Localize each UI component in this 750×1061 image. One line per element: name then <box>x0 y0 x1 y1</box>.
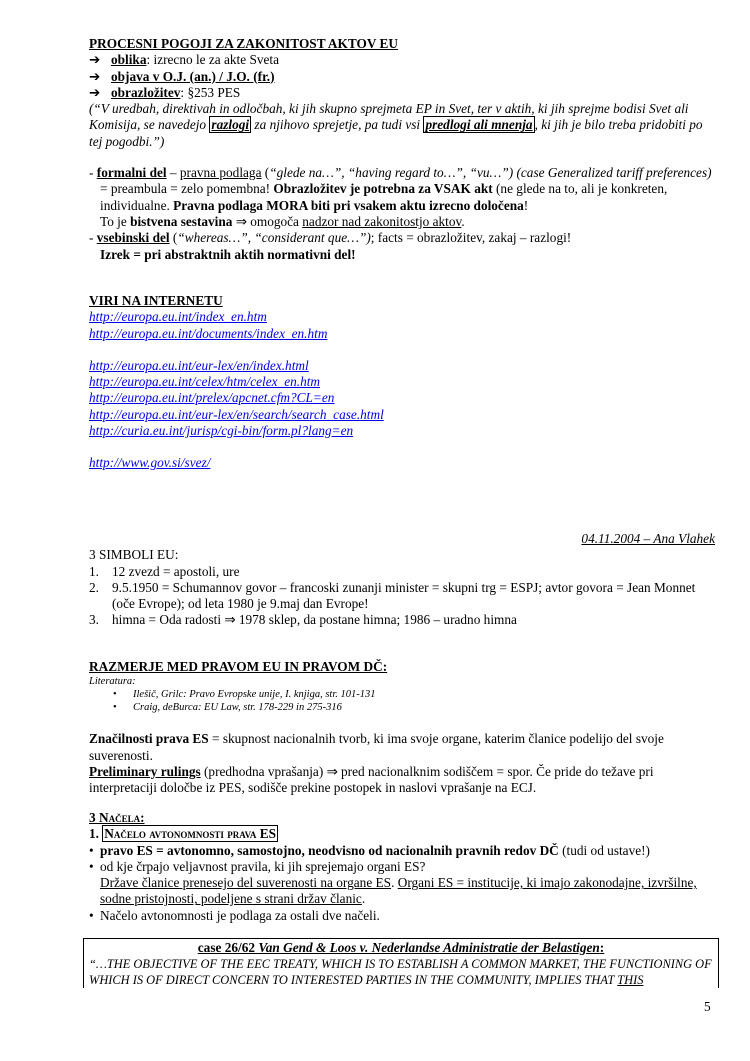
link[interactable]: http://europa.eu.int/celex/htm/celex_en.htm <box>89 374 321 390</box>
text: Načelo avtonomnosti je podlaga za ostali dve načeli. <box>100 907 380 923</box>
text: To je <box>100 213 131 229</box>
dash: - <box>89 165 97 181</box>
text: = skupnost nacionalnih tvorb, ki ima svoje organe, katerim članice podelijo del svoje suverenosti. <box>89 731 664 763</box>
text: ( <box>261 165 270 181</box>
case-quote <box>89 956 713 988</box>
term: Značilnosti prava ES <box>89 731 209 747</box>
literature-item: • Ilešič, Grilc: Pravo Evropske unije, I. knjiga, str. 101-131 <box>89 688 719 701</box>
paragraph-preliminary <box>89 764 719 797</box>
text: ⇒ omogoča <box>232 213 303 229</box>
text: nadzor nad zakonitostjo aktov <box>302 213 462 229</box>
text: “whereas…”, “considerant que…”) <box>177 230 371 246</box>
text: Države članice prenesejo del suverenosti na organe ES <box>100 875 392 891</box>
item-text: : §253 PES <box>180 84 241 100</box>
colon: : <box>599 940 605 955</box>
arrow-icon: ➔ <box>89 68 101 84</box>
case-number: case 26/62 <box>197 940 259 955</box>
section-title: VIRI NA INTERNETU <box>89 293 223 308</box>
text: Organi ES = institucije, ki imajo zakonodajne, izvršilne, sodne pristojnosti, podeljene s strani držav članic <box>100 875 697 907</box>
section-razmerje <box>89 659 719 796</box>
dash-item-line <box>89 214 719 230</box>
item-text: 9.5.1950 = Schumannov govor – francoski zunanji minister = skupni trg = ESPJ; avtor govora = Jean Monnet (oče Evrope); od leta 1980 je 9.maj dan Evrope! <box>112 579 696 612</box>
arrow-item <box>89 52 719 68</box>
link[interactable]: http://europa.eu.int/eur-lex/en/search/search_case.html <box>89 406 384 422</box>
arrow-item <box>89 85 719 101</box>
text: (ne glede na to, ali je konkreten, individualne. <box>100 181 668 213</box>
bullet-item <box>89 908 719 924</box>
dash: - <box>89 230 97 246</box>
item-label: formalni del <box>96 165 167 181</box>
text: . <box>461 213 465 229</box>
text: – <box>166 165 180 181</box>
section-viri <box>89 293 719 472</box>
arrow-icon: ➔ <box>89 52 101 68</box>
quote-text: , ki jih je bilo treba pridobiti po tej pogodbi.”) <box>89 117 703 149</box>
bullet-item <box>89 843 719 859</box>
item-label: oblika <box>111 52 147 68</box>
text: = preambula = zelo pomembna! <box>100 181 274 197</box>
case-name: Van Gend & Loos v. Nederlandse Administratie der Belastigen <box>258 940 600 955</box>
text: ( <box>169 230 178 246</box>
case-title <box>89 940 713 956</box>
text: ! <box>523 197 529 213</box>
subheading-title: Načelo avtonomnosti prava ES <box>104 826 277 842</box>
link[interactable]: http://europa.eu.int/documents/index_en.htm <box>89 325 328 341</box>
link[interactable]: http://europa.eu.int/eur-lex/en/index.html <box>89 357 309 373</box>
date-author: 04.11.2004 – Ana Vlahek <box>581 531 715 546</box>
literature-label: Literatura: <box>89 676 136 688</box>
item-number: 1. <box>89 563 99 579</box>
term: Preliminary rulings <box>89 763 201 779</box>
item-number: 3. <box>89 612 99 628</box>
text: Obrazložitev je potrebna za VSAK akt <box>273 181 493 197</box>
list-item <box>89 564 715 580</box>
dash-item-vsebinski <box>89 230 719 246</box>
paragraph-znacilnosti <box>89 731 719 764</box>
text: (predhodna vprašanja) ⇒ pred nacionalknim sodiščem = spor. Če pride do težave pri interpretaciji določbe iz PES, sodišče prekine postopek in naslovi vprašanje na ECJ. <box>89 763 654 796</box>
quote-text: (“V uredbah, direktivah in odločbah, ki jih skupno sprejmeta EP in Svet, ter v aktih, ki jih sprejme bodisi Svet ali Komisija, se navedejo <box>89 101 689 133</box>
section-nacela <box>89 810 719 924</box>
text: Izrek = pri abstraktnih aktih normativni del! <box>100 246 356 262</box>
quote-paragraph <box>89 101 719 150</box>
page-number: 5 <box>704 999 711 1014</box>
item-number: 2. <box>89 579 99 595</box>
item-text: himna = Oda radosti ⇒ 1978 sklep, da postane himna; 1986 – uradno himna <box>112 612 517 628</box>
quote-text: za njihovo sprejetje, pa tudi vsi <box>251 117 424 133</box>
item-label: objava v O.J. (an.) / J.O. (fr.) <box>111 68 275 84</box>
boxed-term: razlogi <box>211 117 250 133</box>
case-box <box>83 938 719 988</box>
quote-text: THIS <box>617 973 644 987</box>
text: ; facts = obrazložitev, zakaj – razlogi! <box>370 230 572 246</box>
text: pravna podlaga <box>179 165 262 181</box>
section-title: PROCESNI POGOJI ZA ZAKONITOST AKTOV EU <box>89 36 398 51</box>
text: od kje črpajo veljavnost pravila, ki jih sprejemajo organi ES? <box>100 858 426 874</box>
arrow-icon: ➔ <box>89 84 101 100</box>
text: . <box>391 875 398 891</box>
text: “glede na…”, “having regard to…”, “vu…”) (case Generalized tariff preferences) <box>269 165 712 181</box>
arrow-item <box>89 69 719 85</box>
text: pravo ES = avtonomno, samostojno, neodvisno od nacionalnih pravnih redov DČ <box>100 842 559 858</box>
text: bistvena sestavina <box>130 213 233 229</box>
section-title: RAZMERJE MED PRAVOM EU IN PRAVOM DČ: <box>89 659 388 674</box>
item-label: obrazložitev <box>111 84 181 100</box>
list-item <box>89 612 715 628</box>
subheading <box>89 826 719 842</box>
literature-item: • Craig, deBurca: EU Law, str. 178-229 in 275-316 <box>89 701 719 714</box>
link[interactable]: http://www.gov.si/svez/ <box>89 455 211 471</box>
section-simboli <box>89 531 715 629</box>
text: Pravna podlaga MORA biti pri vsakem aktu izrecno določena <box>173 197 524 213</box>
section-procesni-pogoji <box>89 36 719 263</box>
item-text: : izrecno le za akte Sveta <box>146 52 280 68</box>
text: . <box>361 891 366 907</box>
list-item <box>89 580 715 613</box>
dash-item-formalni <box>89 165 719 214</box>
quote-text: “…THE OBJECTIVE OF THE EEC TREATY, WHICH IS TO ESTABLISH A COMMON MARKET, THE FUNCTIONING OF WHICH IS OF DIRECT CONCERN TO INTERESTED PARTIES IN THE COMMUNITY, IMPLIES THAT <box>89 957 712 987</box>
item-label: vsebinski del <box>96 230 170 246</box>
item-text: 12 zvezd = apostoli, ure <box>112 563 240 579</box>
link[interactable]: http://europa.eu.int/index_en.htm <box>89 309 267 325</box>
boxed-term: predlogi ali mnenja <box>425 117 533 133</box>
subheading-number: 1. <box>89 826 103 842</box>
section-title: 3 SIMBOLI EU: <box>89 547 179 563</box>
link[interactable]: http://europa.eu.int/prelex/apcnet.cfm?CL=en <box>89 390 335 406</box>
text: (tudi od ustave!) <box>558 842 650 858</box>
link[interactable]: http://curia.eu.int/jurisp/cgi-bin/form.pl?lang=en <box>89 423 354 439</box>
bullet-item <box>89 859 719 908</box>
section-title: 3 Načela: <box>89 810 145 825</box>
